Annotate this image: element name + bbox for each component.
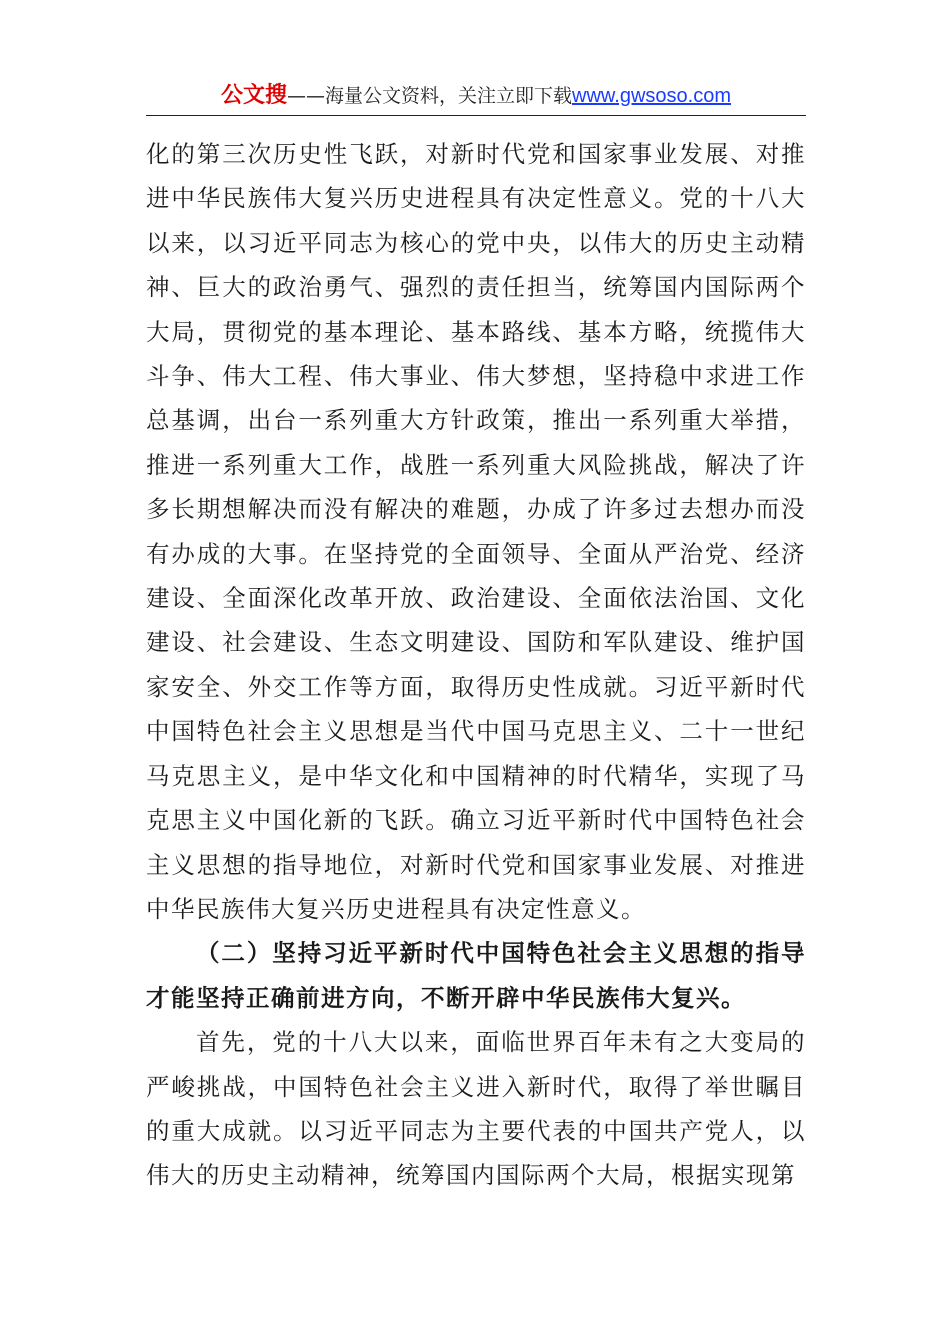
- section-heading: （二）坚持习近平新时代中国特色社会主义思想的指导才能坚持正确前进方向，不断开辟中华民族伟大复兴。: [146, 939, 806, 1012]
- brand-logo-text: 公文搜: [221, 83, 288, 108]
- header-tagline: ——海量公文资料，关注立即下载: [287, 85, 573, 107]
- header-divider: [146, 115, 806, 116]
- document-body: [146, 132, 806, 1198]
- website-link[interactable]: www.gwsoso.com: [572, 85, 731, 107]
- paragraph-continued: 化的第三次历史性飞跃，对新时代党和国家事业发展、对推进中华民族伟大复兴历史进程具有决定性意义。党的十八大以来，以习近平同志为核心的党中央，以伟大的历史主动精神、巨大的政治勇气、强烈的责任担当，统筹国内国际两个大局，贯彻党的基本理论、基本路线、基本方略，统揽伟大斗争、伟大工程、伟大事业、伟大梦想，坚持稳中求进工作总基调，出台一系列重大方针政策，推出一系列重大举措，推进一系列重大工作，战胜一系列重大风险挑战，解决了许多长期想解决而没有解决的难题，办成了许多过去想办而没有办成的大事。在坚持党的全面领导、全面从严治党、经济建设、全面深化改革开放、政治建设、全面依法治国、文化建设、社会建设、生态文明建设、国防和军队建设、维护国家安全、外交工作等方面，取得历史性成就。习近平新时代中国特色社会主义思想是当代中国马克思主义、二十一世纪马克思主义，是中华文化和中国精神的时代精华，实现了马克思主义中国化新的飞跃。确立习近平新时代中国特色社会主义思想的指导地位，对新时代党和国家事业发展、对推进中华民族伟大复兴历史进程具有决定性意义。: [146, 140, 806, 923]
- paragraph: 首先，党的十八大以来，面临世界百年未有之大变局的严峻挑战，中国特色社会主义进入新时代，取得了举世瞩目的重大成就。以习近平同志为主要代表的中国共产党人，以伟大的历史主动精神，统筹国内国际两个大局，根据实现第: [146, 1028, 806, 1190]
- page-header: [146, 78, 806, 114]
